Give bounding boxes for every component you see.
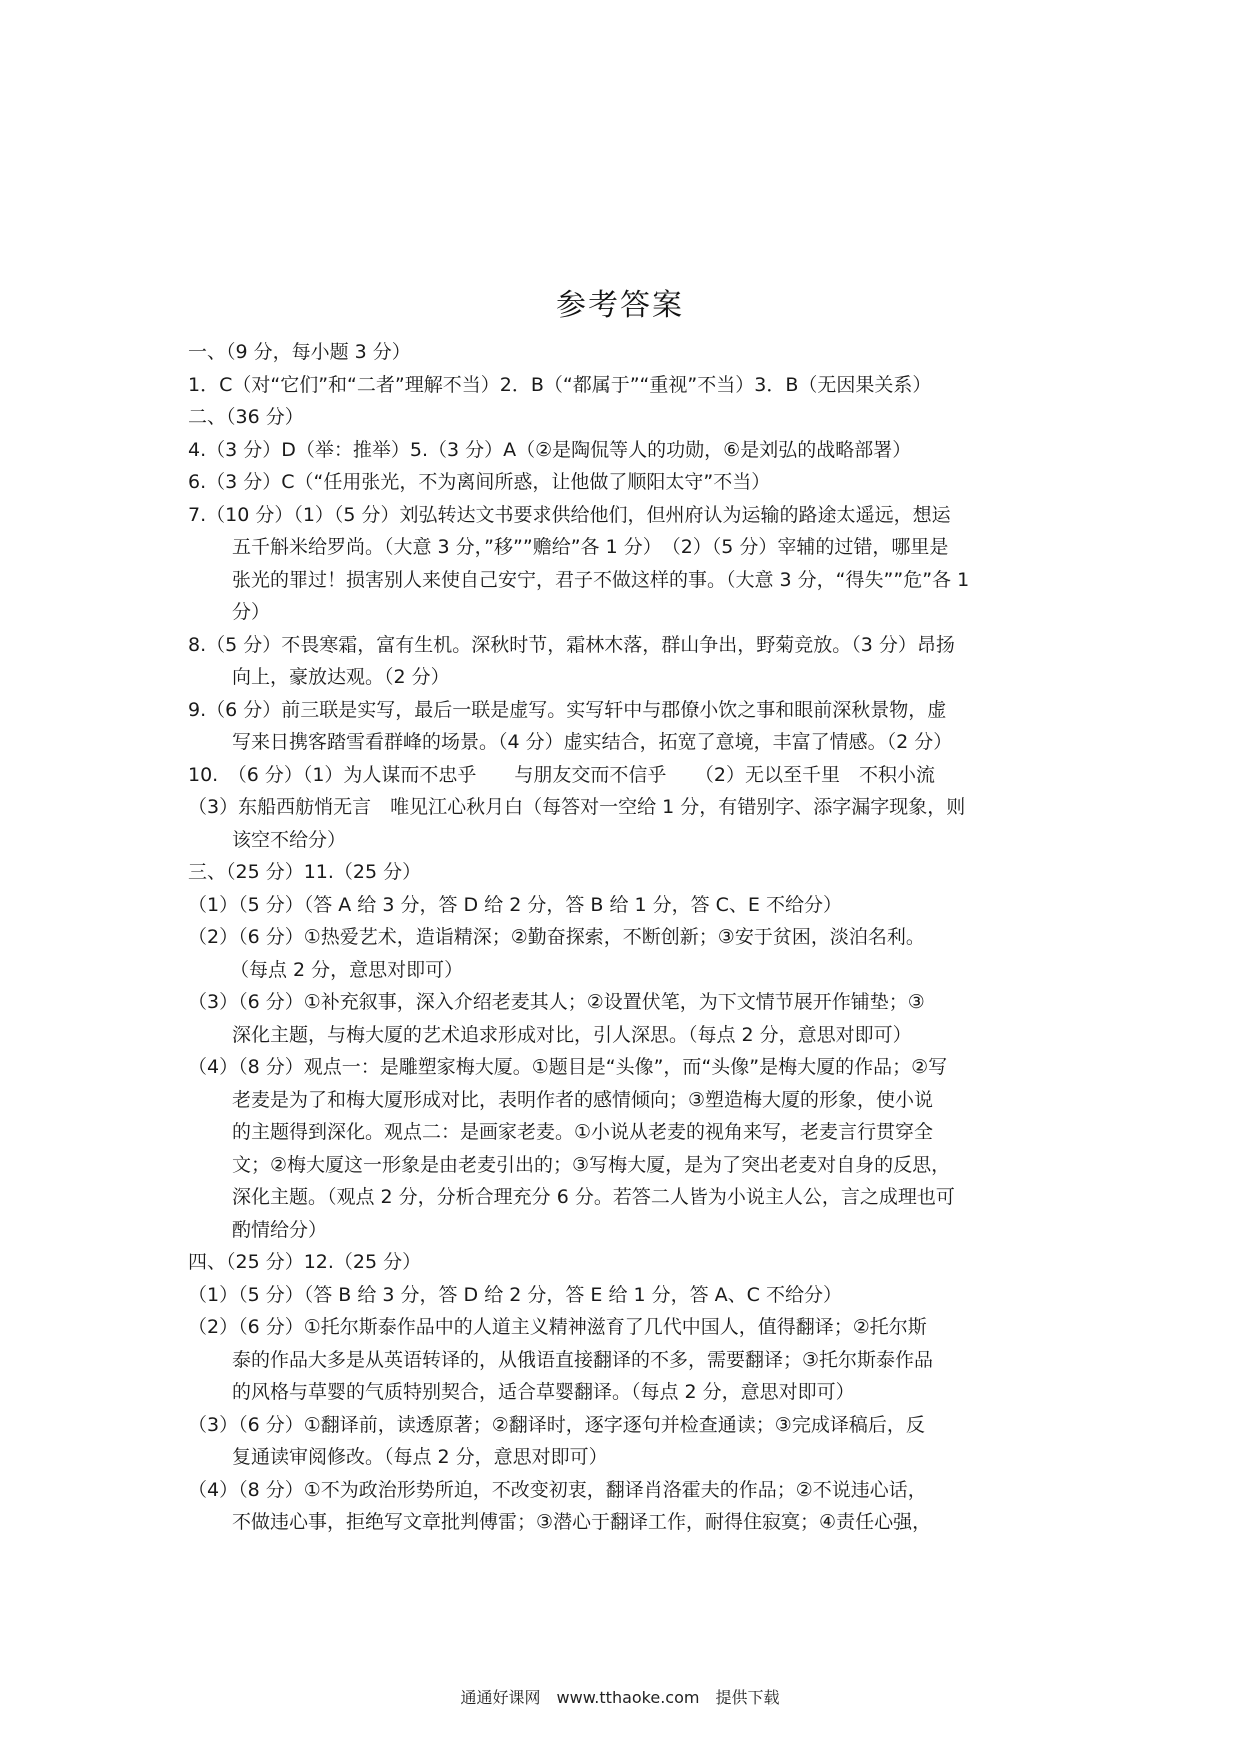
answer-line: 4.（3 分）D（举：推举）5.（3 分）A（②是陶侃等人的功勋，⑥是刘弘的战略部署） (188, 438, 912, 461)
answer-continuation: 的主题得到深化。观点二：是画家老麦。①小说从老麦的视角来写，老麦言行贯穿全 (232, 1121, 934, 1143)
answer-continuation: 的风格与草婴的气质特别契合，适合草婴翻译。（每点 2 分，意思对即可） (232, 1381, 855, 1403)
answer-line: （3）（6 分）①翻译前，读透原著；②翻译时，逐字逐句并检查通读；③完成译稿后，反 (188, 1413, 925, 1436)
page-title: 参考答案 (556, 288, 684, 323)
section-heading: 四、（25 分）12.（25 分） (188, 1251, 422, 1273)
footer-source: 通通好课网 www.tthaoke.com 提供下载 (460, 1688, 780, 1707)
answer-line: （2）（6 分）①热爱艺术，造诣精深；②勤奋探索，不断创新；③安于贫困，淡泊名利。 (188, 926, 925, 948)
answer-continuation: 不做违心事，拒绝写文章批判傅雷；③潜心于翻译工作，耐得住寂寞；④责任心强， (232, 1511, 932, 1533)
answer-line: 10. （6 分）（1）为人谋而不忠乎 与朋友交而不信乎 （2）无以至千里 不积小流 (188, 763, 936, 786)
section-heading: 一、（9 分，每小题 3 分） (188, 341, 411, 363)
answer-continuation: 深化主题，与梅大厦的艺术追求形成对比，引人深思。（每点 2 分，意思对即可） (232, 1023, 912, 1046)
answer-key-body (188, 336, 1068, 1539)
answer-line: （4）（8 分）①不为政治形势所迫，不改变初衷，翻译肖洛霍夫的作品；②不说违心话， (188, 1478, 927, 1501)
answer-line: （3）东船西舫悄无言 唯见江心秋月白（每答对一空给 1 分，有错别字、添字漏字现象，则 (188, 796, 966, 818)
section-heading: 二、（36 分） (188, 406, 304, 428)
answer-line: 1．C（对“它们”和“二者”理解不当）2．B（“都属于”“重视”不当）3．B（无因果关系） (188, 373, 932, 396)
answer-continuation: 泰的作品大多是从英语转译的，从俄语直接翻译的不多，需要翻译；③托尔斯泰作品 (232, 1348, 934, 1371)
answer-continuation: 复通读审阅修改。（每点 2 分，意思对即可） (232, 1446, 608, 1468)
answer-line: （3）（6 分）①补充叙事，深入介绍老麦其人；②设置伏笔，为下文情节展开作铺垫；③ (188, 991, 925, 1013)
answer-continuation: 深化主题。（观点 2 分，分析合理充分 6 分。若答二人皆为小说主人公，言之成理也可 (232, 1186, 955, 1208)
answer-line: 6.（3 分）C（“任用张光，不为离间所惑，让他做了顺阳太守”不当） (188, 471, 771, 493)
answer-continuation: （每点 2 分，意思对即可） (230, 958, 464, 981)
answer-line: 8.（5 分）不畏寒霜，富有生机。深秋时节，霜林木落，群山争出，野菊竞放。（3 分）昂扬 (188, 633, 955, 656)
answer-line: 9.（6 分）前三联是实写，最后一联是虚写。实写轩中与郡僚小饮之事和眼前深秋景物，虚 (188, 698, 947, 721)
answer-continuation: 五千斛米给罗尚。（大意 3 分，”移””赡给”各 1 分） （2）（5 分）宰辅的过错，哪里是 (232, 536, 949, 558)
answer-continuation: 文；②梅大厦这一形象是由老麦引出的；③写梅大厦，是为了突出老麦对自身的反思， (232, 1153, 951, 1176)
answer-line: 7.（10 分）（1）（5 分）刘弘转达文书要求供给他们，但州府认为运输的路途太遥远，想运 (188, 503, 951, 526)
answer-line: （4）（8 分）观点一：是雕塑家梅大厦。①题目是“头像”，而“头像”是梅大厦的作品；②写 (188, 1056, 948, 1078)
answer-line: （1）（5 分）（答 B 给 3 分，答 D 给 2 分，答 E 给 1 分，答 A、C 不给分） (188, 1283, 842, 1306)
answer-continuation: 张光的罪过！损害别人来使自己安宁，君子不做这样的事。（大意 3 分，“得失””危”各 1 (232, 568, 970, 591)
answer-line: （2）（6 分）①托尔斯泰作品中的人道主义精神滋育了几代中国人，值得翻译；②托尔斯 (188, 1316, 927, 1338)
answer-continuation: 老麦是为了和梅大厦形成对比，表明作者的感情倾向；③塑造梅大厦的形象，使小说 (232, 1088, 934, 1111)
answer-continuation: 该空不给分） (232, 828, 347, 851)
answer-continuation: 写来日携客踏雪看群峰的场景。（4 分）虚实结合，拓宽了意境，丰富了情感。（2 分） (232, 731, 953, 753)
answer-continuation: 酌情给分） (232, 1218, 328, 1241)
section-heading: 三、（25 分）11.（25 分） (188, 861, 422, 883)
answer-continuation: 向上，豪放达观。（2 分） (232, 666, 450, 688)
answer-continuation: 分） (232, 601, 271, 623)
answer-line: （1）（5 分）（答 A 给 3 分，答 D 给 2 分，答 B 给 1 分，答 C、E 不给分） (188, 893, 842, 916)
